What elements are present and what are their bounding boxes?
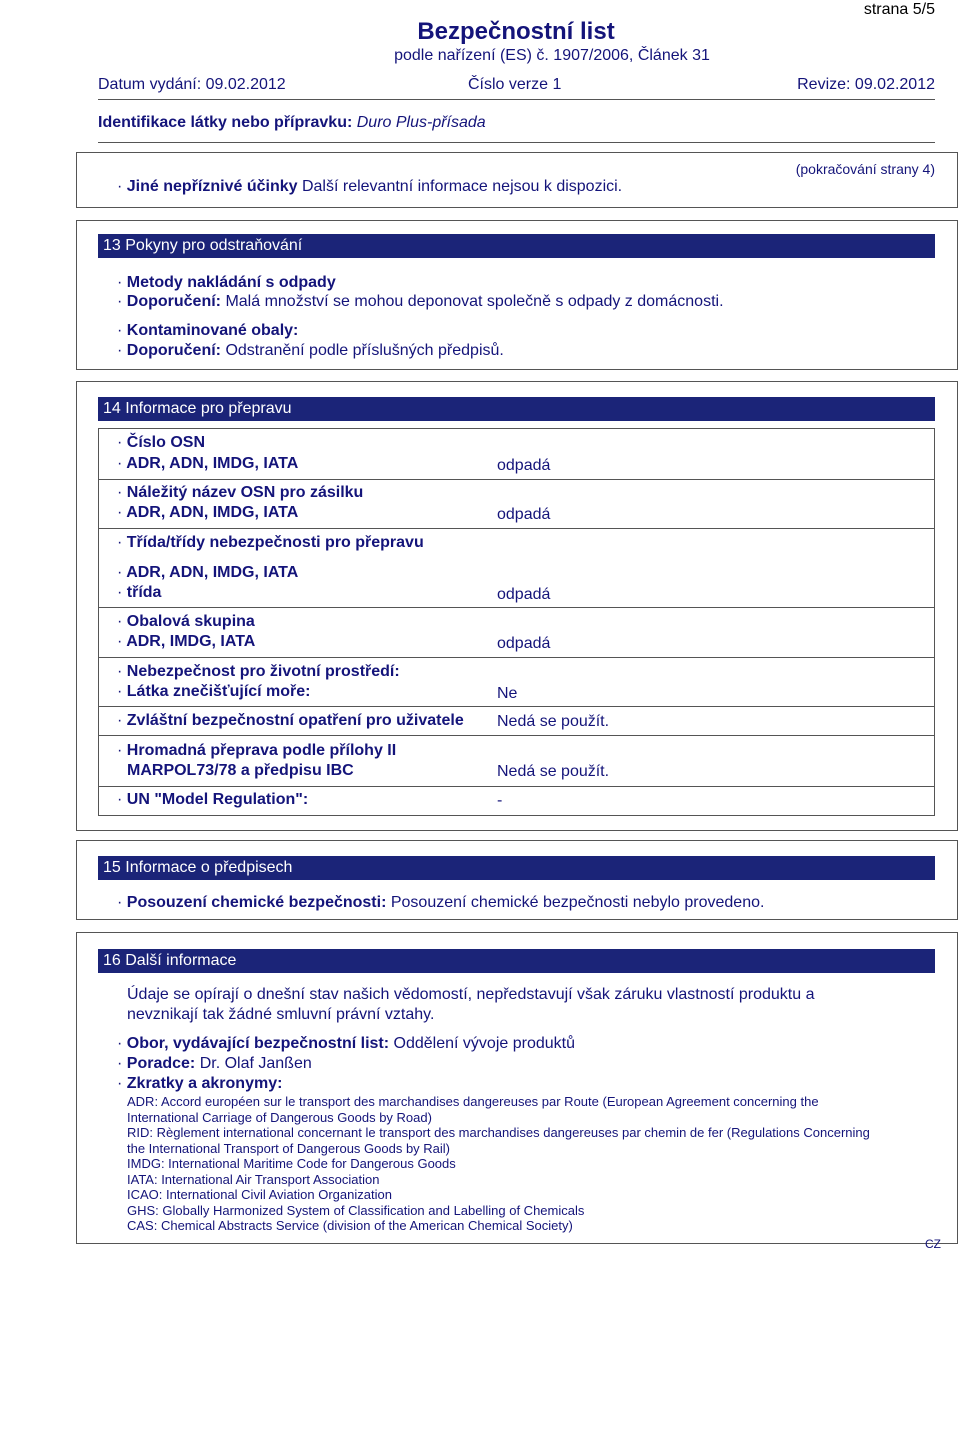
s14-class-value: odpadá (497, 586, 551, 603)
header-rule (98, 99, 935, 100)
section-14-title: 14 Informace pro přepravu (98, 397, 935, 421)
abbr-line: ICAO: International Civil Aviation Organization (127, 1187, 392, 1202)
s14-pack-mode: · ADR, IMDG, IATA (117, 633, 256, 650)
abbr-line: IATA: International Air Transport Association (127, 1171, 380, 1187)
revision-date: Revize: 09.02.2012 (797, 76, 935, 93)
document-title: Bezpečnostní list (417, 18, 615, 45)
section-15-title: 15 Informace o předpisech (98, 856, 935, 880)
divider (98, 735, 935, 736)
s13-recommendation-2: · Doporučení: Odstranění podle příslušných předpisů. (117, 342, 504, 359)
abbr-line: GHS: Globally Harmonized System of Classification and Labelling of Chemicals (127, 1202, 585, 1218)
divider (98, 479, 935, 480)
document-subtitle: podle nařízení (ES) č. 1907/2006, Článek 31 (394, 47, 710, 64)
abbr-line: RID: Règlement international concernant le transport des marchandises dangereuses par chemin de fer (Regulations Concerning (127, 1125, 870, 1140)
s16-abbreviations (127, 1094, 870, 1234)
product-identification (98, 114, 486, 132)
s13-recommendation-1: · Doporučení: Malá množství se mohou deponovat společně s odpady z domácnosti. (117, 293, 724, 310)
s14-special-value: Nedá se použít. (497, 713, 610, 730)
s14-class-mode: · ADR, ADN, IMDG, IATA (117, 564, 299, 581)
header-rule-2 (98, 142, 935, 143)
s14-osn-value: odpadá (497, 457, 551, 474)
continuation-label: Jiné nepříznivé účinky (126, 178, 298, 195)
s16-abbreviations-label: · Zkratky a akronymy: (117, 1075, 283, 1092)
s16-department: · Obor, vydávající bezpečnostní list: Oddělení vývoje produktů (117, 1035, 575, 1052)
s14-special: · Zvláštní bezpečnostní opatření pro uživatele (117, 712, 464, 729)
page-number: strana 5/5 (863, 1, 935, 18)
section-13-title: 13 Pokyny pro odstraňování (98, 234, 935, 258)
s14-name-mode: · ADR, ADN, IMDG, IATA (117, 504, 299, 521)
s14-pack-value: odpadá (497, 635, 551, 652)
divider (98, 528, 935, 529)
abbr-line: the International Transport of Dangerous Goods by Rail) (127, 1140, 451, 1156)
s14-env: · Nebezpečnost pro životní prostředí: (117, 663, 400, 680)
s14-bulk: · Hromadná přeprava podle přílohy II (117, 742, 397, 759)
language-code: CZ (925, 1237, 941, 1251)
s14-name-value: odpadá (497, 506, 551, 523)
s13-packaging: · Kontaminované obaly: (117, 322, 299, 339)
divider (98, 607, 935, 608)
s16-intro-2: nevznikají tak žádné smluvní právní vztahy. (127, 1006, 435, 1023)
s16-intro-1: Údaje se opírají o dnešní stav našich vědomostí, nepředstavují však záruku vlastností produktu a (127, 986, 815, 1003)
continuation-row: · Jiné nepříznivé účinky Další relevantní informace nejsou k dispozici. (117, 178, 623, 195)
identification-label: Identifikace látky nebo přípravku: (98, 114, 353, 131)
s14-osn: · Číslo OSN (117, 434, 206, 451)
identification-value: Duro Plus-přísada (356, 114, 486, 131)
s14-marine-value: Ne (497, 685, 518, 702)
continuation-value: Další relevantní informace nejsou k dispozici. (301, 178, 623, 195)
s14-osn-mode: · ADR, ADN, IMDG, IATA (117, 455, 299, 472)
divider (98, 786, 935, 787)
abbr-line: International Carriage of Dangerous Goods by Road) (127, 1109, 432, 1125)
abbr-line: CAS: Chemical Abstracts Service (division of the American Chemical Society) (127, 1218, 573, 1233)
s15-assessment: · Posouzení chemické bezpečnosti: Posouzení chemické bezpečnosti nebylo provedeno. (117, 894, 765, 911)
s16-advisor: · Poradce: Dr. Olaf Janßen (117, 1055, 312, 1072)
s14-bulk-value: Nedá se použít. (497, 763, 610, 780)
section-16-title: 16 Další informace (98, 949, 935, 973)
abbr-line: IMDG: International Maritime Code for Dangerous Goods (127, 1156, 456, 1171)
divider (98, 706, 935, 707)
s14-bulk-2: MARPOL73/78 a předpisu IBC (127, 762, 354, 779)
s13-methods: · Metody nakládání s odpady (117, 274, 336, 291)
divider (98, 657, 935, 658)
s14-un: · UN "Model Regulation": (117, 791, 309, 808)
continuation-note: (pokračování strany 4) (795, 161, 935, 177)
s14-class-sub: · třída (117, 584, 162, 601)
s14-name: · Náležitý název OSN pro zásilku (117, 484, 364, 501)
s14-pack: · Obalová skupina (117, 613, 255, 630)
s14-un-value: - (497, 792, 503, 809)
s14-marine: · Látka znečišťující moře: (117, 683, 311, 700)
version-number: Číslo verze 1 (468, 76, 562, 93)
s14-class: · Třída/třídy nebezpečnosti pro přepravu (117, 534, 424, 551)
issue-date: Datum vydání: 09.02.2012 (98, 76, 286, 93)
abbr-line: ADR: Accord européen sur le transport des marchandises dangereuses par Route (European Agreement concerning the (127, 1094, 819, 1109)
